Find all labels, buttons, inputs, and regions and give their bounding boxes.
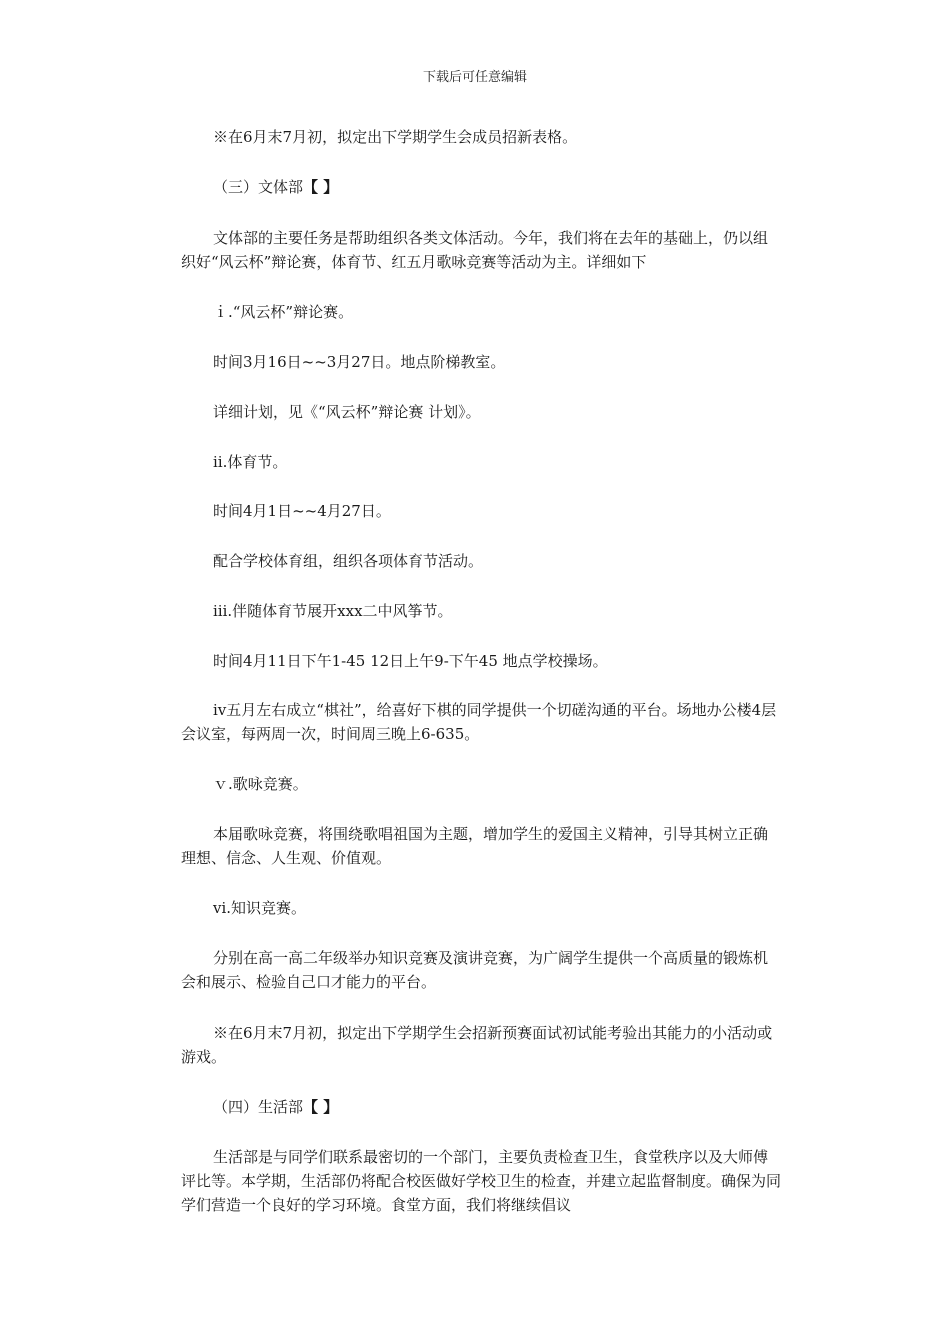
- paragraph: 时间4月1日~~4月27日。: [213, 502, 391, 520]
- section-heading-text: （三）文体部: [213, 178, 304, 196]
- section-heading: [181, 1095, 781, 1119]
- paragraph: ※在6月末7月初，拟定出下学期学生会招新预赛面试初试能考验出其能力的小活动或游戏。: [181, 1024, 773, 1066]
- paragraph: ※在6月末7月初，拟定出下学期学生会成员招新表格。: [213, 128, 578, 146]
- paragraph: ⅵ.知识竞赛。: [213, 899, 307, 917]
- paragraph: ⅲ.伴随体育节展开xxx二中风筝节。: [213, 602, 453, 620]
- section-heading-text: （四）生活部: [213, 1098, 304, 1116]
- page-header-note: 下载后可任意编辑: [422, 70, 527, 85]
- paragraph: 配合学校体育组，组织各项体育节活动。: [213, 552, 484, 570]
- paragraph: 文体部的主要任务是帮助组织各类文体活动。今年，我们将在去年的基础上，仍以组织好“风云杯”辩论赛，体育节、红五月歌咏竞赛等活动为主。详细如下: [181, 229, 769, 271]
- paragraph: 生活部是与同学们联系最密切的一个部门，主要负责检查卫生，食堂秩序以及大师傅评比等。本学期，生活部仍将配合校医做好学校卫生的检查，并建立起监督制度。确保为同学们营造一个良好的学习环境。食堂方面，我们将继续倡议: [181, 1148, 782, 1214]
- section-heading: [181, 175, 781, 199]
- section-heading-bracket: 【 】: [303, 178, 339, 196]
- paragraph: 详细计划，见《“风云杯”辩论赛 计划》。: [213, 403, 481, 421]
- paragraph: ｖ.歌咏竞赛。: [213, 775, 308, 793]
- paragraph: 分别在高一高二年级举办知识竞赛及演讲竞赛，为广阔学生提供一个高质量的锻炼机会和展示、检验自己口才能力的平台。: [181, 949, 769, 991]
- paragraph: 时间4月11日下午1-45 12日上午9-下午45 地点学校操场。: [213, 652, 608, 670]
- section-heading-bracket: 【 】: [303, 1098, 339, 1116]
- paragraph: ⅳ五月左右成立“棋社”，给喜好下棋的同学提供一个切磋沟通的平台。场地办公楼4层会议室，每两周一次，时间周三晚上6-635。: [181, 701, 777, 743]
- paragraph: ｉ.“风云杯”辩论赛。: [213, 303, 354, 321]
- paragraph: 时间3月16日~~3月27日。地点阶梯教室。: [213, 353, 506, 371]
- paragraph: 本届歌咏竞赛，将围绕歌唱祖国为主题，增加学生的爱国主义精神，引导其树立正确理想、信念、人生观、价值观。: [181, 825, 769, 867]
- paragraph: ⅱ.体育节。: [213, 453, 288, 471]
